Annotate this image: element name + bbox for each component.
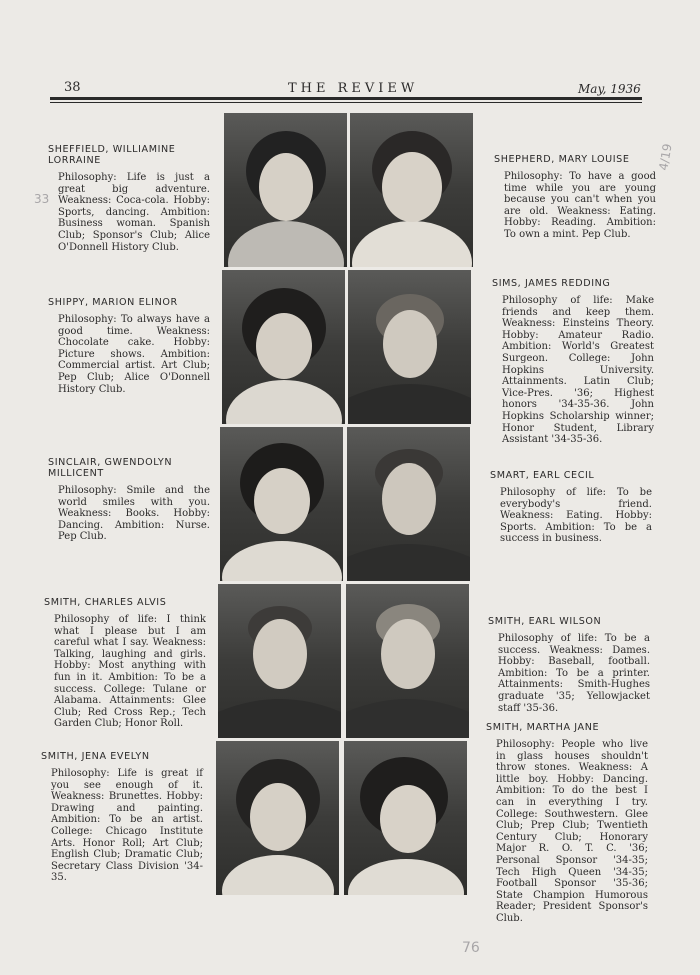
issue-date: May, 1936 [578,82,641,96]
portrait-photo [344,741,467,895]
student-name: SIMS, JAMES REDDING [492,278,611,289]
student-name: SHEFFIELD, WILLIAMINE LORRAINE [48,144,176,166]
student-name: SMITH, JENA EVELYN [41,751,150,762]
portrait-photo [216,741,339,895]
portrait-photo [222,270,345,424]
student-entry [490,470,652,545]
publication-title: THE REVIEW [288,81,419,96]
student-bio: Philosophy: Life is great if you see enough of it. Weakness: Brunettes. Hobby: Drawing and painting. Ambition: To be an artist. College: Chicago Institute Arts. Honor Roll; Art Club; English Club; Dramatic Club; Secretary Class Division '34-35. [51,768,203,884]
student-entry [492,278,654,446]
student-name: SHIPPY, MARION ELINOR [48,297,178,308]
margin-note-bottom: 76 [462,940,480,956]
student-entry [48,297,210,395]
student-bio: Philosophy: People who live in glass houses shouldn't throw stones. Weakness: A little boy. Hobby: Dancing. Ambition: To do the best I can in everything I try. College: Southwestern. Glee Club; Prep Club; Twentieth Century Club; Honorary Major R. O. T. C. '36; Personal Sponsor '34-35; Tech High Queen '34-35; Football Sponsor '35-36; State Champion Humorous Reader; President Sponsor's Club. [496,739,648,924]
student-bio: Philosophy: Life is just a great big adventure. Weakness: Coca-cola. Hobby: Sports, dancing. Ambition: Business woman. Spanish Club; Sponsor's Club; Alice O'Donnell History Club. [58,172,210,253]
student-name: SMITH, MARTHA JANE [486,722,600,733]
student-entry [48,144,210,253]
margin-note-right: 4/19 [656,142,675,172]
margin-note-left: 33 [34,192,50,206]
student-bio: Philosophy: To always have a good time. Weakness: Chocolate cake. Hobby: Picture shows. Ambition: Commercial artist. Art Club; Pep Club; Alice O'Donnell History Club. [58,314,210,395]
student-entry [494,154,656,241]
student-bio: Philosophy of life: To be a success. Weakness: Dames. Hobby: Baseball, football. Ambition: To be a printer. Attainments: Smith-Hughes graduate '35; Yellowjacket staff '35-36. [498,633,650,714]
header-rule [50,97,642,100]
portrait-photo [218,584,341,738]
student-name: SMITH, CHARLES ALVIS [44,597,167,608]
student-entry [44,597,206,730]
student-entry [486,722,648,925]
portrait-photo [346,584,469,738]
portrait-photo [220,427,343,581]
portrait-photo [224,113,347,267]
portrait-photo [350,113,473,267]
student-entry [48,457,210,543]
student-bio: Philosophy: To have a good time while you are young because you can't when you are old. Weakness: Eating. Hobby: Reading. Ambition: To own a mint. Pep Club. [504,171,656,240]
student-name: SINCLAIR, GWENDOLYN MILLICENT [48,457,173,479]
student-bio: Philosophy: Smile and the world smiles with you. Weakness: Books. Hobby: Dancing. Ambition: Nurse. Pep Club. [58,485,210,543]
student-name: SHEPHERD, MARY LOUISE [494,154,630,165]
portrait-photo [347,427,470,581]
student-entry [488,616,650,714]
student-bio: Philosophy of life: I think what I please but I am careful what I say. Weakness: Talking, laughing and girls. Hobby: Most anything with fun in it. Ambition: To be a success. College: Tulane or Alabama. Attainments: Glee Club; Red Cross Rep.; Tech Garden Club; Honor Roll. [54,614,206,730]
portrait-photo [348,270,471,424]
student-bio: Philosophy of life: To be everybody's friend. Weakness: Eating. Hobby: Sports. Ambition: To be a success in business. [500,487,652,545]
student-name: SMART, EARL CECIL [490,470,595,481]
student-bio: Philosophy of life: Make friends and keep them. Weakness: Einsteins Theory. Hobby: Amateur Radio. Ambition: World's Greatest Surgeon. College: John Hopkins University. Attainments. Latin Club; Vice-Pres. '36; Highest honors '34-35-36. John Hopkins Scholarship winner; Honor Student, Library Assistant '34-35-36. [502,295,654,446]
student-name: SMITH, EARL WILSON [488,616,602,627]
student-entry [41,751,203,884]
page-number: 38 [64,80,81,95]
header-rule-thin [50,102,642,103]
